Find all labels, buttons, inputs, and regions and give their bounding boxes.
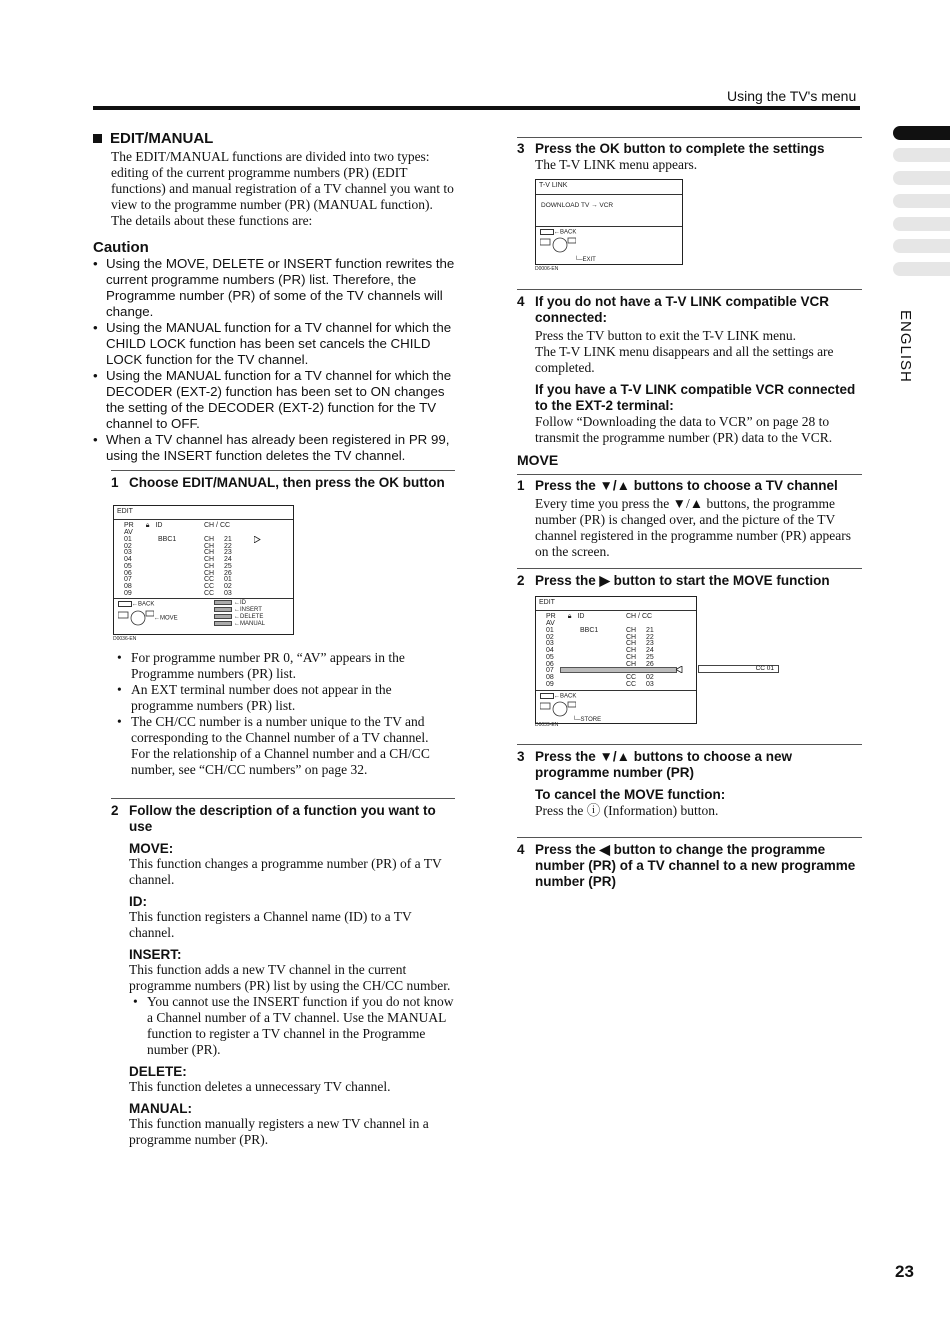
back-label: BACK <box>560 229 577 236</box>
divider <box>517 289 862 290</box>
section-tab-active <box>893 126 950 140</box>
channel-id: BBC1 <box>580 627 599 634</box>
step-number: 1 <box>517 478 525 493</box>
channel-num: 02 <box>646 673 654 681</box>
move-step-2 <box>517 573 862 589</box>
back-button-icon <box>118 601 132 607</box>
channel-pr: 02 <box>546 633 554 641</box>
language-label: ENGLISH <box>897 310 914 383</box>
channel-type: CC <box>626 680 637 688</box>
section-tab <box>893 171 950 185</box>
step-number: 3 <box>517 141 525 156</box>
channel-type: CH <box>204 549 215 557</box>
move-desc: This function changes a programme number (PR) of a TV channel. <box>129 856 442 887</box>
left-column <box>93 130 455 1148</box>
note-item: • For programme number PR 0, “AV” appears in the Programme numbers (PR) list. <box>117 650 437 682</box>
divider <box>111 470 455 471</box>
lock-icon: 🔒︎ <box>145 522 150 529</box>
legend-insert: INSERT <box>240 607 262 614</box>
store-label: └─STORE <box>572 717 602 723</box>
channel-type: CH <box>204 542 215 550</box>
section-tab <box>893 217 950 231</box>
channel-num: 22 <box>224 542 232 550</box>
exit-label: └─EXIT <box>574 257 596 263</box>
channel-pr: 09 <box>124 589 132 597</box>
step-number: 1 <box>111 475 119 490</box>
channel-type: CH <box>204 536 215 543</box>
channel-pr: 05 <box>124 562 132 570</box>
screen-title: EDIT <box>114 506 293 520</box>
channel-pr: 01 <box>124 536 132 543</box>
channel-pr: 01 <box>546 627 554 634</box>
exit-hint <box>540 237 576 253</box>
delete-desc: This function deletes a unnecessary TV channel. <box>129 1079 391 1094</box>
channel-type: CC <box>626 673 637 681</box>
channel-pr: 08 <box>124 582 132 590</box>
channel-id: BBC1 <box>158 536 177 543</box>
col-id: ID <box>577 613 585 620</box>
step-number: 3 <box>517 749 525 764</box>
channel-pr: 09 <box>546 680 554 688</box>
channel-num: 26 <box>646 660 654 668</box>
channel-num: 01 <box>224 576 232 584</box>
step-4-body-2: The T-V LINK menu disappears and all the settings are completed. <box>535 344 834 375</box>
back-label: BACK <box>560 693 577 700</box>
channel-type: CH <box>626 647 637 655</box>
channel-num: 03 <box>224 589 232 597</box>
moving-channel-box: CC 01 <box>698 665 779 673</box>
col-chcc: CH / CC <box>204 522 231 529</box>
col-pr: PR <box>124 522 134 529</box>
caution-item: • Using the MANUAL function for a TV channel for which the CHILD LOCK function has been set cancels the CHILD LOCK function for the TV channel. <box>93 320 455 368</box>
delete-heading: DELETE: <box>129 1064 187 1079</box>
step-number: 2 <box>517 573 525 588</box>
step-4-sub-body: Follow “Downloading the data to VCR” on page 28 to transmit the programme number (PR) data to the VCR. <box>535 414 833 445</box>
caution-item: • When a TV channel has already been registered in PR 99, using the INSERT function deletes the TV channel. <box>93 432 455 464</box>
col-pr: PR <box>546 613 556 620</box>
back-button-icon <box>540 229 554 235</box>
back-button-icon <box>540 693 554 699</box>
step-text: Choose EDIT/MANUAL, then press the OK button <box>129 475 445 490</box>
store-text: STORE <box>580 717 602 723</box>
move-section-title: MOVE <box>517 452 559 468</box>
section-title-text: EDIT/MANUAL <box>110 130 214 147</box>
channel-pr: 06 <box>124 569 132 577</box>
move-hint: ←MOVE <box>118 610 178 626</box>
insert-heading: INSERT: <box>129 947 182 962</box>
selected-row-highlight <box>560 667 677 673</box>
caution-title: Caution <box>93 239 149 256</box>
divider <box>517 568 862 569</box>
move-menu-screen <box>535 596 697 724</box>
col-chcc: CH / CC <box>626 613 653 620</box>
section-tab <box>893 148 950 162</box>
channel-num: 03 <box>646 680 654 688</box>
id-desc: This function registers a Channel name (ID) to a TV channel. <box>129 909 412 940</box>
caution-list <box>93 256 455 464</box>
av-row: AV <box>546 620 555 627</box>
back-hint: ←BACK <box>118 601 154 608</box>
caution-item: • Using the MANUAL function for a TV channel for which the DECODER (EXT-2) function has been set to ON changes the setting of the DECODER (EXT-2) function for the TV channel to OFF. <box>93 368 455 432</box>
move-step-3 <box>517 749 862 781</box>
channel-num: 22 <box>646 633 654 641</box>
step-4-body-1: Press the TV button to exit the T-V LINK menu. <box>535 328 796 343</box>
channel-num: 24 <box>224 556 232 564</box>
step-4-sub: If you have a T-V LINK compatible VCR connected to the EXT-2 terminal: <box>535 382 856 413</box>
tvlink-menu-screen <box>535 179 683 265</box>
channel-type: CH <box>204 556 215 564</box>
channel-type: CH <box>626 627 637 634</box>
channel-num: 26 <box>224 569 232 577</box>
step-number: 4 <box>517 842 525 857</box>
notes-list <box>117 650 437 778</box>
step-text: Press the ◀ button to change the programme number (PR) of a TV channel to a new programme number (PR) <box>535 842 856 889</box>
square-bullet-icon <box>93 134 102 143</box>
figure-code: D0036-EN <box>113 636 137 642</box>
note-item: • An EXT terminal number does not appear in the programme numbers (PR) list. <box>117 682 437 714</box>
note-item: • The CH/CC number is a number unique to the TV and corresponding to the Channel number of a TV channel. For the relationship of a Channel number and a CH/CC number, see “CH/CC numbers” on page 32. <box>117 714 437 778</box>
channel-type: CC <box>204 589 215 597</box>
channel-pr: 04 <box>546 647 554 655</box>
divider <box>517 837 862 838</box>
channel-type: CC <box>204 576 215 584</box>
channel-num: 21 <box>224 536 232 543</box>
divider <box>517 744 862 745</box>
move-step-4 <box>517 842 862 890</box>
step-4 <box>517 294 862 326</box>
move-step-1 <box>517 478 862 494</box>
id-heading: ID: <box>129 894 147 909</box>
right-arrow-icon <box>236 536 240 540</box>
step-2 <box>111 803 455 835</box>
channel-num: 25 <box>646 653 654 661</box>
step-text: Press the OK button to complete the settings <box>535 141 825 156</box>
exit-text: EXIT <box>582 257 596 263</box>
insert-notes <box>133 994 455 1058</box>
divider <box>517 137 862 138</box>
move-step-1-body: Every time you press the ▼/▲ buttons, the programme number (PR) is changed over, and the picture of the TV channel registered in the programme number (PR) appears on the screen. <box>535 496 852 559</box>
cancel-heading: To cancel the MOVE function: <box>535 787 726 802</box>
channel-num: 02 <box>224 582 232 590</box>
step-text: Press the ▼/▲ buttons to choose a TV channel <box>535 478 838 493</box>
screen-title: EDIT <box>536 597 696 611</box>
section-tab <box>893 194 950 208</box>
store-hint <box>540 701 576 717</box>
channel-pr: 06 <box>546 660 554 668</box>
channel-num: 25 <box>224 562 232 570</box>
channel-pr: 08 <box>546 673 554 681</box>
dpad-icon <box>118 610 154 626</box>
channel-num: 23 <box>224 549 232 557</box>
download-line: DOWNLOAD TV → VCR <box>541 202 614 209</box>
channel-type: CH <box>626 640 637 648</box>
caution-item: • Using the MOVE, DELETE or INSERT function rewrites the current programme numbers (PR) list. Therefore, the Programme number (PR) of some of the TV channels will change. <box>93 256 455 320</box>
divider <box>111 798 455 799</box>
cancel-body: Press the ⓘ (Information) button. <box>535 803 719 818</box>
move-label: MOVE <box>160 615 178 622</box>
channel-type: CH <box>204 562 215 570</box>
legend-manual: MANUAL <box>240 621 266 628</box>
channel-pr: 03 <box>546 640 554 648</box>
section-tab <box>893 239 950 253</box>
step-1 <box>111 475 455 491</box>
screen-title: T-V LINK <box>536 180 682 195</box>
move-heading: MOVE: <box>129 841 174 856</box>
note-item: • You cannot use the INSERT function if you do not know a Channel number of a TV channel. Use the MANUAL function to register a TV channel in the Programme number (PR). <box>133 994 455 1058</box>
dpad-icon <box>540 237 576 253</box>
section-tab <box>893 262 950 276</box>
step-text: If you do not have a T-V LINK compatible VCR connected: <box>535 294 830 325</box>
channel-type: CH <box>204 569 215 577</box>
step-3-body: The T-V LINK menu appears. <box>535 157 698 172</box>
page-number: 23 <box>895 1262 914 1281</box>
color-legend: ←ID ←INSERT ←DELETE ←MANUAL <box>214 600 265 628</box>
manual-heading: MANUAL: <box>129 1101 192 1116</box>
step-text: Follow the description of a function you want to use <box>129 803 436 834</box>
legend-delete: DELETE <box>240 614 264 621</box>
channel-type: CH <box>626 660 637 668</box>
lock-icon: 🔒︎ <box>567 613 572 620</box>
channel-num: 21 <box>646 627 654 634</box>
channel-type: CH <box>626 653 637 661</box>
right-column <box>517 130 862 890</box>
section-title <box>93 130 455 147</box>
channel-num: 24 <box>646 647 654 655</box>
channel-pr: 04 <box>124 556 132 564</box>
back-hint: ←BACK <box>540 693 576 700</box>
step-text: Press the ▶ button to start the MOVE function <box>535 573 830 588</box>
back-label: BACK <box>138 601 155 608</box>
av-row: AV <box>124 529 133 536</box>
step-number: 4 <box>517 294 525 309</box>
channel-type: CH <box>626 633 637 641</box>
step-text: Press the ▼/▲ buttons to choose a new programme number (PR) <box>535 749 793 780</box>
channel-type: CC <box>204 582 215 590</box>
channel-pr: 07 <box>124 576 132 584</box>
channel-num: 23 <box>646 640 654 648</box>
channel-pr: 05 <box>546 653 554 661</box>
legend-id: ID <box>240 600 246 607</box>
header-rule <box>93 106 860 110</box>
intro-paragraph: The EDIT/MANUAL functions are divided into two types: editing of the current programme numbers (PR) (EDIT functions) and manual registration of a TV channel you want to view to the programme number (PR) (MANUAL function). The details about these functions are: <box>111 149 454 228</box>
col-id: ID <box>155 522 163 529</box>
left-arrow-icon <box>676 666 683 673</box>
divider <box>517 474 862 475</box>
manual-desc: This function manually registers a new TV channel in a programme number (PR). <box>129 1116 429 1147</box>
step-number: 2 <box>111 803 119 818</box>
channel-pr: 02 <box>124 542 132 550</box>
page-header-title: Using the TV's menu <box>727 88 857 104</box>
channel-pr: 07 <box>546 667 554 675</box>
insert-desc: This function adds a new TV channel in the current programme numbers (PR) list by using the CH/CC number. <box>129 962 451 993</box>
channel-pr: 03 <box>124 549 132 557</box>
edit-menu-screen <box>113 505 294 635</box>
step-3 <box>517 141 862 157</box>
figure-code: D0006-EN <box>535 266 559 272</box>
figure-code: D0039-EN <box>535 722 559 728</box>
dpad-icon <box>540 701 576 717</box>
back-hint: ←BACK <box>540 229 576 236</box>
